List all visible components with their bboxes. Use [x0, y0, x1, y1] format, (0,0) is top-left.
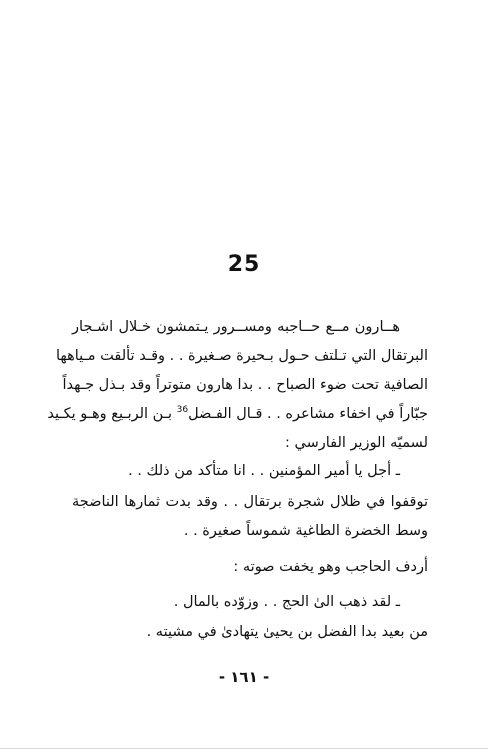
- paragraph-1-line-2: البرتقال التي تـلتف حـول بـحيرة صـغيرة . . وقـد تألقت مـياهها: [55, 348, 428, 364]
- dialogue-1: [72, 457, 428, 486]
- dialogue-2-line: أردف الحاجب وهو يخفت صوته :: [233, 559, 428, 575]
- paragraph-1-line-4: [47, 400, 428, 429]
- dialogue-2: [72, 553, 428, 582]
- paragraph-1-line-4-end: بـن الربـيع وهـو يكـيد: [47, 406, 177, 422]
- paragraph-1-line-5: لسميّه الوزير الفارسي :: [284, 435, 428, 451]
- page-number: - ١٦١ -: [218, 668, 270, 686]
- footnote-reference: 36: [176, 405, 189, 416]
- dialogue-3-line: ـ لقد ذهب الىٰ الحج . . وزوّده بالمال .: [173, 594, 400, 610]
- paragraph-3-line: من بعيد بدا الفضل بن يحيىٰ يتهادىٰ في مشيته .: [146, 624, 428, 640]
- paragraph-2-line-2: وسط الخضرة الطاغية شموساً صغيرة . .: [183, 523, 428, 539]
- paragraph-1-line-1: هــارون مــع حــاجبه ومســرور يـتمشون خـلال اشـجار: [72, 319, 400, 335]
- paragraph-3: [72, 618, 428, 647]
- dialogue-1-line: ـ أجل يا أمير المؤمنين . . انا متأكد من ذلك . .: [128, 463, 400, 479]
- paragraph-1-line-3: الصافية تحت ضوء الصباح . . بدا هارون متوتراً وقد بـذل جـهداً: [62, 377, 428, 393]
- paragraph-2: [72, 488, 428, 546]
- dialogue-3: [72, 588, 428, 617]
- paragraph-2-line-1: توقفوا في ظلال شجرة برتقال . . وقد بدت ثمارها الناضجة: [72, 494, 428, 510]
- chapter-number: 25: [227, 252, 261, 277]
- bottom-divider: [0, 748, 488, 749]
- paragraph-1-line-4-start: جبّاراً في اخفاء مشاعره . . قـال الفـضل: [188, 406, 428, 422]
- paragraph-1: [47, 313, 428, 458]
